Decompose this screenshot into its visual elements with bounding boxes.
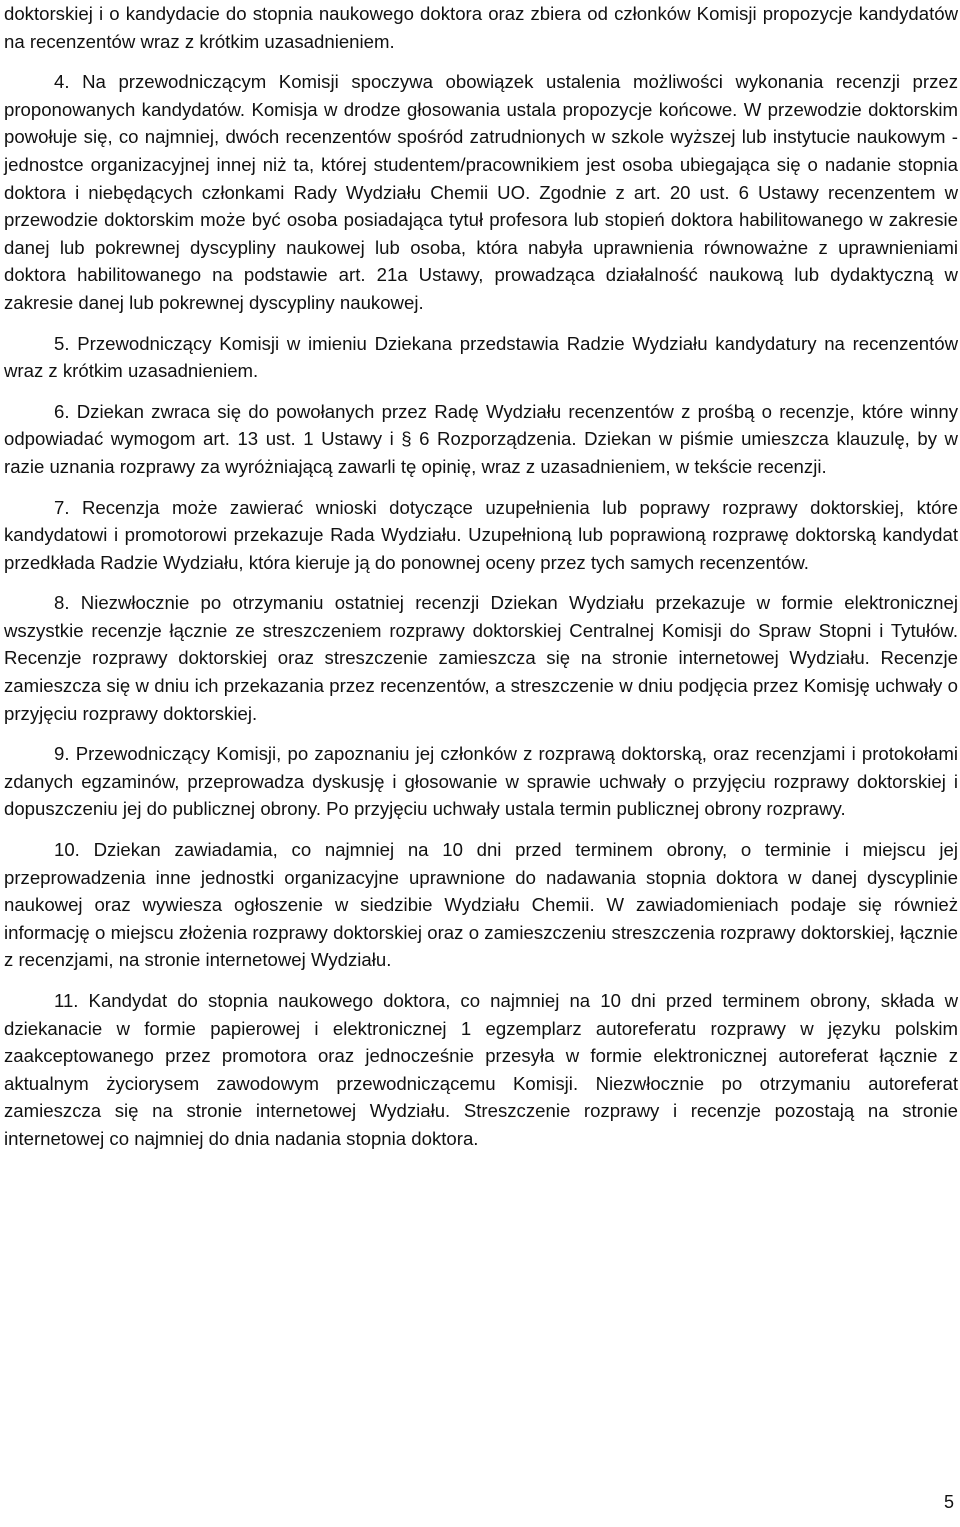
paragraph-text: Dziekan zwraca się do powołanych przez Radę Wydziału recenzentów z prośbą o recenzje, które winny odpowiadać wymogom art. 13 ust. 1 Ustawy i § 6 Rozporządzenia. Dziekan w piśmie umieszcza klauzulę, by w razie uznania rozprawy za wyróżniającą zawarli tę opinię, wraz z uzasadnieniem, w tekście recenzji. <box>4 400 958 477</box>
paragraph-text: Recenzja może zawierać wnioski dotyczące uzupełnienia lub poprawy rozprawy doktorskiej, które kandydatowi i promotorowi przekazuje Rada Wydziału. Uzupełnioną lub poprawioną rozprawę doktorską kandydat przedkłada Radzie Wydziału, która kieruje ją do ponownej oceny przez tych samych recenzentów. <box>4 496 958 573</box>
paragraph-text: Na przewodniczącym Komisji spoczywa obowiązek ustalenia możliwości wykonania recenzji przez proponowanych kandydatów. Komisja w drodze głosowania ustala propozycje końcowe. W przewodzie doktorskim powołuje się, co najmniej, dwóch recenzentów spośród zatrudnionych w szkole wyższej lub instytucie naukowym - jednostce organizacyjnej innej niż ta, której studentem/pracownikiem jest osoba ubiegająca się o nadanie stopnia doktora i niebędących członkami Rady Wydziału Chemii UO. Zgodnie z art. 20 ust. 6 Ustawy recenzentem w przewodzie doktorskim może być osoba posiadająca tytuł profesora lub stopień doktora habilitowanego w zakresie danej lub pokrewnej dyscypliny naukowej lub osoba, która nabyła uprawnienia równoważne z uprawnieniami doktora habilitowanego na podstawie art. 21a Ustawy, prowadząca działalność naukową lub dydaktyczną w zakresie danej lub pokrewnej dyscypliny naukowej. <box>4 71 959 313</box>
paragraph-number: 9. <box>54 743 70 765</box>
paragraph-7 <box>4 494 958 577</box>
paragraph-4 <box>4 68 958 316</box>
paragraph-number: 4. <box>54 71 70 93</box>
paragraph-number: 5. <box>54 332 70 354</box>
paragraph-text: Niezwłocznie po otrzymaniu ostatniej recenzji Dziekan Wydziału przekazuje w formie elektronicznej wszystkie recenzje łącznie ze streszczeniem rozprawy doktorskiej Centralnej Komisji do Spraw Stopni i Tytułów. Recenzje rozprawy doktorskiej oraz streszczenie zamieszcza się na stronie internetowej Wydziału. Recenzje zamieszcza się w dniu ich przekazania przez recenzentów, a streszczenie w dniu podjęcia przez Komisję uchwały o przyjęciu rozprawy doktorskiej. <box>4 592 958 724</box>
paragraph-5 <box>4 330 958 385</box>
paragraph-6 <box>4 398 958 481</box>
paragraph-number: 7. <box>54 496 70 518</box>
paragraph-text: Dziekan zawiadamia, co najmniej na 10 dni przed terminem obrony, o terminie i miejscu jej przeprowadzenia inne jednostki organizacyjne uprawnione do nadawania stopnia doktora w danej dyscyplinie naukowej oraz wywiesza ogłoszenie w siedzibie Wydziału Chemii. W zawiadomieniach podaje się również informację o miejscu złożenia rozprawy doktorskiej oraz o zamieszczeniu streszczenia rozprawy doktorskiej, łącznie z recenzjami, na stronie internetowej Wydziału. <box>4 839 958 971</box>
paragraph-number: 10. <box>54 839 80 861</box>
paragraph-number: 11. <box>54 990 79 1011</box>
paragraph-text: doktorskiej i o kandydacie do stopnia naukowego doktora oraz zbiera od członków Komisji propozycje kandydatów na recenzentów wraz z krótkim uzasadnieniem. <box>4 3 958 52</box>
paragraph-continuation <box>4 0 958 55</box>
paragraph-number: 8. <box>54 592 70 614</box>
paragraph-number: 6. <box>54 400 70 422</box>
paragraph-text: Przewodniczący Komisji, po zapoznaniu jej członków z rozprawą doktorską, oraz recenzjami i protokołami zdanych egzaminów, przeprowadza dyskusję i głosowanie w sprawie uchwały o przyjęciu rozprawy doktorskiej i dopuszczeniu jej do publicznej obrony. Po przyjęciu uchwały ustala termin publicznej obrony rozprawy. <box>4 743 958 820</box>
paragraph-text: Przewodniczący Komisji w imieniu Dziekana przedstawia Radzie Wydziału kandydatury na recenzentów wraz z krótkim uzasadnieniem. <box>4 332 959 382</box>
page-number: 5 <box>943 1492 954 1512</box>
paragraph-8 <box>4 589 958 727</box>
paragraph-9 <box>4 740 958 823</box>
document-page <box>4 0 958 1153</box>
paragraph-10 <box>4 836 958 974</box>
paragraph-11 <box>4 987 958 1153</box>
paragraph-text: Kandydat do stopnia naukowego doktora, co najmniej na 10 dni przed terminem obrony, składa w dziekanacie w formie papierowej i elektronicznej 1 egzemplarz autoreferatu rozprawy w języku polskim zaakceptowanego przez promotora oraz jednocześnie przesyła w formie elektronicznej autoreferat łącznie z aktualnym życiorysem zawodowym przewodniczącemu Komisji. Niezwłocznie po otrzymaniu autoreferat zamieszcza się na stronie internetowej Wydziału. Streszczenie rozprawy i recenzje pozostają na stronie internetowej co najmniej do dnia nadania stopnia doktora. <box>4 990 958 1149</box>
